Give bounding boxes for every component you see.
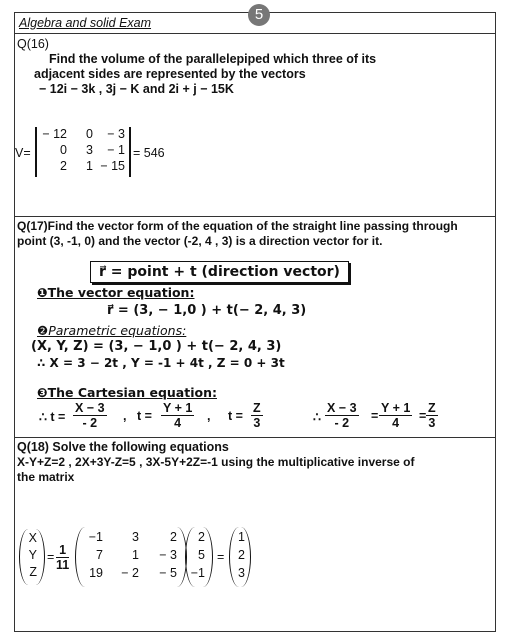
vector-entry: −1 (190, 566, 205, 580)
det-cell: 2 (60, 159, 67, 173)
denominator: 4 (392, 416, 400, 430)
divider (15, 33, 495, 34)
comma: , (123, 409, 127, 423)
vector-entry: X (28, 531, 37, 545)
fraction-z (426, 401, 438, 430)
denominator: 3 (253, 416, 261, 430)
denominator: 11 (56, 558, 70, 572)
parametric-equation: (X, Y, Z) = (3, − 1,0 ) + t(− 2, 4, 3) (31, 339, 282, 354)
vector-entry: 5 (198, 548, 205, 562)
vector-entry: 2 (238, 548, 245, 562)
denominator: 4 (174, 416, 182, 430)
page-number: 5 (248, 4, 270, 26)
matrix-cell: 2 (170, 530, 177, 544)
numerator: X − 3 (75, 401, 105, 415)
volume-result: = 546 (133, 146, 165, 160)
vector-equation-title: ❶The vector equation: (37, 285, 195, 300)
fraction-x (73, 401, 107, 430)
solution-entries (229, 530, 245, 580)
divider (15, 216, 495, 217)
det-cell: 1 (86, 159, 93, 173)
matrix-cell: − 5 (159, 566, 177, 580)
numerator: X − 3 (327, 401, 357, 415)
matrix-cell: 1 (132, 548, 139, 562)
inverse-coefficient (56, 543, 69, 572)
det-cell: − 12 (42, 127, 67, 141)
matrix-cell: 7 (96, 548, 103, 562)
q16-line3: − 12i − 3k , 3j − K and 2i + j − 15K (39, 82, 234, 96)
equals: = (419, 409, 427, 423)
determinant-entries (39, 127, 125, 173)
numerator: Y + 1 (381, 401, 411, 415)
parametric-components: ∴ X = 3 − 2t , Y = -1 + 4t , Z = 0 + 3t (37, 356, 285, 370)
equals: = (47, 550, 55, 564)
vector-entry: 2 (198, 530, 205, 544)
q18-line3: the matrix (17, 470, 75, 484)
fraction-y (161, 401, 194, 430)
det-cell: − 1 (107, 143, 125, 157)
xyz-entries (25, 531, 37, 579)
numerator: Z (428, 401, 436, 415)
denominator: - 2 (334, 416, 350, 430)
q16-line1: Find the volume of the parallelepiped which three of its (49, 52, 377, 66)
equals: = (217, 550, 225, 564)
matrix-cell: − 2 (121, 566, 139, 580)
q16-line2: adjacent sides are represented by the vectors (34, 67, 306, 81)
comma: , (207, 409, 211, 423)
vector-entry: 3 (238, 566, 245, 580)
q16-label: Q(16) (17, 37, 49, 51)
therefore-t: ∴ t = (39, 410, 66, 424)
q17-line2: point (3, -1, 0) and the vector (-2, 4 , 3) is a direction vector for it. (17, 234, 383, 248)
det-cell: − 3 (107, 127, 125, 141)
det-cell: 0 (86, 127, 93, 141)
numerator: Y + 1 (163, 401, 193, 415)
t-equals: t = (228, 409, 243, 423)
matrix-cell: 19 (89, 566, 103, 580)
matrix-entries (77, 530, 177, 580)
t-equals: t = (137, 409, 152, 423)
numerator: Z (253, 401, 261, 415)
det-cell: 3 (86, 143, 93, 157)
vector-entry: 1 (238, 530, 245, 544)
fraction-z (251, 401, 263, 430)
vector-equation: r⃗ = (3, − 1,0 ) + t(− 2, 4, 3) (107, 303, 307, 318)
matrix-cell: − 3 (159, 548, 177, 562)
vector-entry: Y (28, 548, 37, 562)
volume-label: V= (15, 146, 31, 160)
q18-line2: X-Y+Z=2 , 2X+3Y-Z=5 , 3X-5Y+2Z=-1 using the multiplicative inverse of (17, 455, 415, 469)
therefore: ∴ (313, 410, 321, 424)
cartesian-title: ❸The Cartesian equation: (37, 385, 217, 400)
denominator: - 2 (82, 416, 98, 430)
divider (15, 437, 495, 438)
matrix-cell: 3 (132, 530, 139, 544)
q17-line1: Q(17)Find the vector form of the equation of the straight line passing through (17, 219, 458, 233)
det-cell: − 15 (100, 159, 125, 173)
exam-header: Algebra and solid Exam (19, 16, 152, 30)
det-cell: 0 (60, 143, 67, 157)
exam-page (14, 6, 496, 632)
vector-entry: Z (29, 565, 37, 579)
vector-form-box: r⃗ = point + t (direction vector) (90, 261, 349, 283)
fraction-x (325, 401, 359, 430)
matrix-cell: −1 (88, 530, 103, 544)
fraction-y (379, 401, 412, 430)
q18-line1: Q(18) Solve the following equations (17, 440, 229, 454)
numerator: 1 (56, 543, 69, 558)
denominator: 3 (428, 416, 436, 430)
equals: = (371, 409, 379, 423)
parametric-title: ❷Parametric equations: (37, 323, 187, 338)
constants-entries (185, 530, 205, 580)
